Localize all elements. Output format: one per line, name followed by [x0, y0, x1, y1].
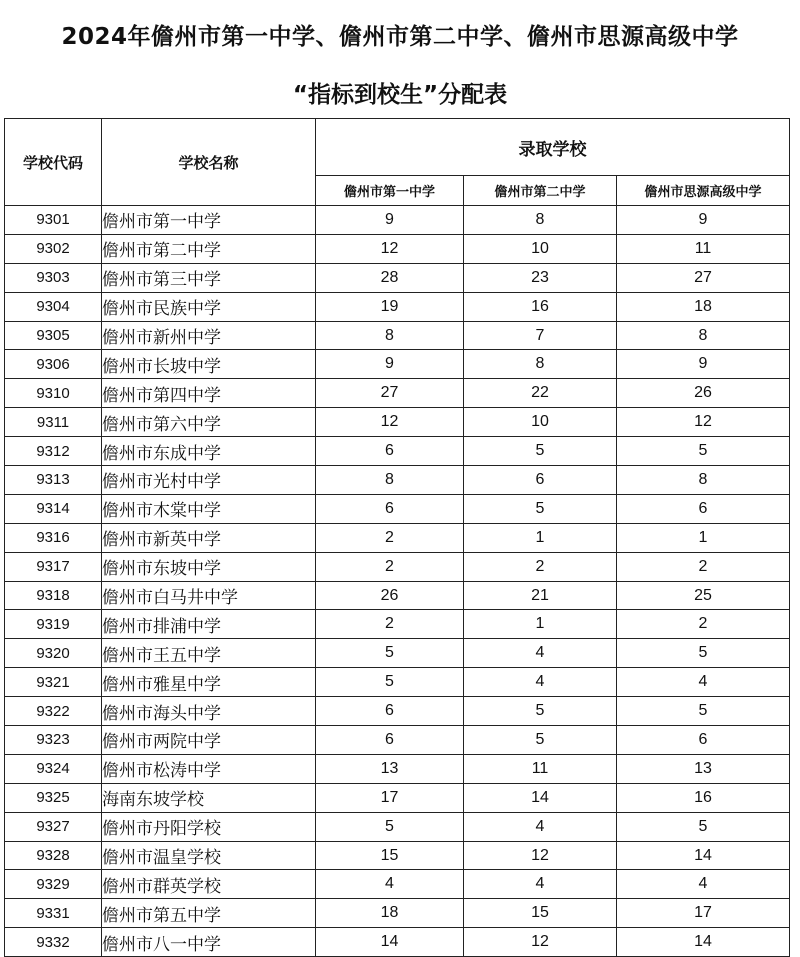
table-row	[5, 466, 790, 495]
quota-siyuan-cell: 6	[617, 494, 790, 523]
table-row	[5, 928, 790, 957]
school-code-cell: 9310	[5, 379, 102, 408]
quota-no1-cell: 8	[316, 321, 464, 350]
quota-no2-cell: 7	[464, 321, 617, 350]
quota-siyuan-cell: 26	[617, 379, 790, 408]
school-code-cell: 9332	[5, 928, 102, 957]
quota-no1-cell: 13	[316, 754, 464, 783]
school-code-cell: 9317	[5, 552, 102, 581]
quota-siyuan-cell: 14	[617, 928, 790, 957]
table-row	[5, 234, 790, 263]
quota-no2-cell: 23	[464, 263, 617, 292]
quota-no1-cell: 5	[316, 639, 464, 668]
quota-no2-cell: 5	[464, 697, 617, 726]
quota-siyuan-cell: 9	[617, 350, 790, 379]
school-name-cell: 儋州市八一中学	[102, 928, 316, 957]
quota-no1-cell: 12	[316, 408, 464, 437]
school-name-cell: 儋州市群英学校	[102, 870, 316, 899]
school-name-cell: 儋州市松涛中学	[102, 754, 316, 783]
quota-no1-cell: 27	[316, 379, 464, 408]
quota-siyuan-cell: 4	[617, 870, 790, 899]
school-name-cell: 儋州市排浦中学	[102, 610, 316, 639]
school-name-cell: 儋州市雅星中学	[102, 668, 316, 697]
quota-siyuan-cell: 2	[617, 552, 790, 581]
table-row	[5, 206, 790, 235]
quota-siyuan-cell: 11	[617, 234, 790, 263]
quota-no1-cell: 6	[316, 437, 464, 466]
table-row	[5, 292, 790, 321]
header-school-name: 学校名称	[102, 119, 316, 206]
school-code-cell: 9327	[5, 812, 102, 841]
school-name-cell: 儋州市海头中学	[102, 697, 316, 726]
header-school-3: 儋州市思源高级中学	[617, 176, 790, 206]
quota-no1-cell: 5	[316, 668, 464, 697]
school-code-cell: 9324	[5, 754, 102, 783]
quota-no2-cell: 21	[464, 581, 617, 610]
table-row	[5, 610, 790, 639]
table-row	[5, 870, 790, 899]
table-row	[5, 812, 790, 841]
table-row	[5, 841, 790, 870]
quota-siyuan-cell: 14	[617, 841, 790, 870]
quota-no2-cell: 8	[464, 206, 617, 235]
school-code-cell: 9319	[5, 610, 102, 639]
table-row	[5, 899, 790, 928]
school-name-cell: 儋州市两院中学	[102, 726, 316, 755]
school-code-cell: 9321	[5, 668, 102, 697]
quota-no1-cell: 9	[316, 206, 464, 235]
quota-siyuan-cell: 9	[617, 206, 790, 235]
quota-no2-cell: 5	[464, 726, 617, 755]
quota-no1-cell: 26	[316, 581, 464, 610]
quota-no1-cell: 28	[316, 263, 464, 292]
table-header	[5, 119, 790, 206]
quota-siyuan-cell: 8	[617, 466, 790, 495]
header-school-2: 儋州市第二中学	[464, 176, 617, 206]
quota-siyuan-cell: 5	[617, 812, 790, 841]
school-name-cell: 儋州市光村中学	[102, 466, 316, 495]
quota-no2-cell: 22	[464, 379, 617, 408]
quota-no1-cell: 6	[316, 726, 464, 755]
quota-siyuan-cell: 4	[617, 668, 790, 697]
table-row	[5, 379, 790, 408]
quota-siyuan-cell: 5	[617, 437, 790, 466]
school-code-cell: 9325	[5, 783, 102, 812]
table-row	[5, 408, 790, 437]
school-name-cell: 儋州市第五中学	[102, 899, 316, 928]
quota-no1-cell: 4	[316, 870, 464, 899]
header-school-1: 儋州市第一中学	[316, 176, 464, 206]
quota-no1-cell: 18	[316, 899, 464, 928]
table-body	[5, 206, 790, 957]
quota-no1-cell: 6	[316, 697, 464, 726]
school-code-cell: 9306	[5, 350, 102, 379]
table-row	[5, 726, 790, 755]
school-code-cell: 9322	[5, 697, 102, 726]
quota-no2-cell: 1	[464, 523, 617, 552]
quota-no2-cell: 4	[464, 812, 617, 841]
quota-siyuan-cell: 2	[617, 610, 790, 639]
quota-siyuan-cell: 16	[617, 783, 790, 812]
school-code-cell: 9318	[5, 581, 102, 610]
table-row	[5, 639, 790, 668]
school-code-cell: 9304	[5, 292, 102, 321]
quota-no1-cell: 15	[316, 841, 464, 870]
school-code-cell: 9328	[5, 841, 102, 870]
school-name-cell: 儋州市第一中学	[102, 206, 316, 235]
header-school-code: 学校代码	[5, 119, 102, 206]
quota-siyuan-cell: 8	[617, 321, 790, 350]
quota-siyuan-cell: 25	[617, 581, 790, 610]
header-admission-schools: 录取学校	[316, 119, 790, 176]
school-code-cell: 9311	[5, 408, 102, 437]
quota-no1-cell: 6	[316, 494, 464, 523]
school-code-cell: 9302	[5, 234, 102, 263]
quota-no1-cell: 8	[316, 466, 464, 495]
quota-no2-cell: 16	[464, 292, 617, 321]
school-code-cell: 9323	[5, 726, 102, 755]
quota-no2-cell: 10	[464, 234, 617, 263]
table-row	[5, 523, 790, 552]
school-name-cell: 儋州市新英中学	[102, 523, 316, 552]
school-name-cell: 儋州市东坡中学	[102, 552, 316, 581]
table-row	[5, 754, 790, 783]
quota-no2-cell: 1	[464, 610, 617, 639]
allocation-table	[4, 118, 790, 957]
quota-no2-cell: 11	[464, 754, 617, 783]
school-name-cell: 儋州市王五中学	[102, 639, 316, 668]
school-name-cell: 儋州市民族中学	[102, 292, 316, 321]
school-code-cell: 9316	[5, 523, 102, 552]
school-code-cell: 9305	[5, 321, 102, 350]
table-row	[5, 552, 790, 581]
quota-no1-cell: 2	[316, 523, 464, 552]
quota-no1-cell: 17	[316, 783, 464, 812]
school-code-cell: 9301	[5, 206, 102, 235]
quota-no1-cell: 5	[316, 812, 464, 841]
school-code-cell: 9303	[5, 263, 102, 292]
school-name-cell: 儋州市第三中学	[102, 263, 316, 292]
quota-no1-cell: 12	[316, 234, 464, 263]
school-code-cell: 9313	[5, 466, 102, 495]
quota-siyuan-cell: 12	[617, 408, 790, 437]
table-row	[5, 494, 790, 523]
table-row	[5, 697, 790, 726]
quota-no2-cell: 4	[464, 870, 617, 899]
quota-siyuan-cell: 27	[617, 263, 790, 292]
table-row	[5, 437, 790, 466]
school-name-cell: 儋州市长坡中学	[102, 350, 316, 379]
school-code-cell: 9320	[5, 639, 102, 668]
quota-no1-cell: 9	[316, 350, 464, 379]
table-row	[5, 581, 790, 610]
school-code-cell: 9329	[5, 870, 102, 899]
table-row	[5, 350, 790, 379]
school-name-cell: 儋州市新州中学	[102, 321, 316, 350]
quota-no2-cell: 2	[464, 552, 617, 581]
school-name-cell: 儋州市温皇学校	[102, 841, 316, 870]
school-code-cell: 9312	[5, 437, 102, 466]
quota-no2-cell: 4	[464, 668, 617, 697]
school-name-cell: 儋州市丹阳学校	[102, 812, 316, 841]
quota-siyuan-cell: 18	[617, 292, 790, 321]
table-row	[5, 321, 790, 350]
school-name-cell: 儋州市白马井中学	[102, 581, 316, 610]
quota-no2-cell: 15	[464, 899, 617, 928]
quota-siyuan-cell: 5	[617, 639, 790, 668]
school-code-cell: 9331	[5, 899, 102, 928]
quota-no1-cell: 2	[316, 552, 464, 581]
quota-no2-cell: 12	[464, 841, 617, 870]
school-name-cell: 儋州市第四中学	[102, 379, 316, 408]
quota-no2-cell: 4	[464, 639, 617, 668]
school-name-cell: 儋州市木棠中学	[102, 494, 316, 523]
quota-no2-cell: 5	[464, 437, 617, 466]
document-title: 2024年儋州市第一中学、儋州市第二中学、儋州市思源高级中学	[61, 24, 739, 50]
table-row	[5, 783, 790, 812]
quota-no1-cell: 2	[316, 610, 464, 639]
quota-siyuan-cell: 13	[617, 754, 790, 783]
quota-siyuan-cell: 5	[617, 697, 790, 726]
school-name-cell: 儋州市第六中学	[102, 408, 316, 437]
quota-siyuan-cell: 1	[617, 523, 790, 552]
quota-no2-cell: 6	[464, 466, 617, 495]
table-row	[5, 668, 790, 697]
school-name-cell: 儋州市第二中学	[102, 234, 316, 263]
quota-no2-cell: 12	[464, 928, 617, 957]
quota-no2-cell: 14	[464, 783, 617, 812]
quota-no1-cell: 14	[316, 928, 464, 957]
school-name-cell: 儋州市东成中学	[102, 437, 316, 466]
school-code-cell: 9314	[5, 494, 102, 523]
quota-no2-cell: 10	[464, 408, 617, 437]
document-subtitle: “指标到校生”分配表	[292, 82, 508, 108]
quota-no1-cell: 19	[316, 292, 464, 321]
quota-no2-cell: 8	[464, 350, 617, 379]
quota-siyuan-cell: 6	[617, 726, 790, 755]
quota-siyuan-cell: 17	[617, 899, 790, 928]
quota-no2-cell: 5	[464, 494, 617, 523]
table-row	[5, 263, 790, 292]
school-name-cell: 海南东坡学校	[102, 783, 316, 812]
